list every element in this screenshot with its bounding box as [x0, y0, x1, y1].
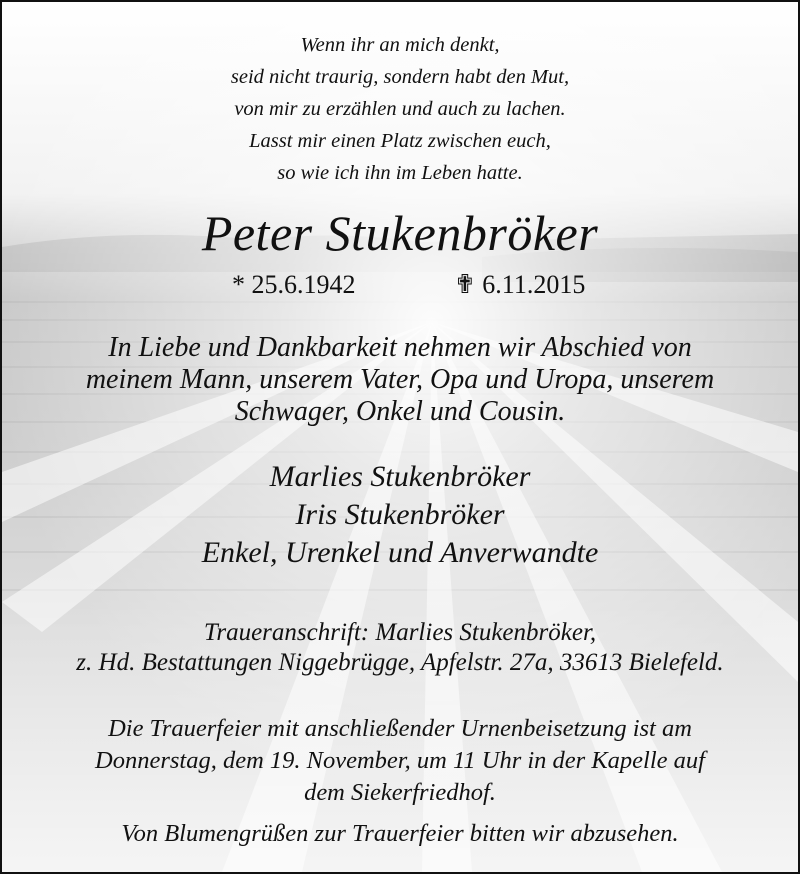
tribute-line: meinem Mann, unserem Vater, Opa und Uropa, unserem — [85, 364, 715, 395]
tribute-line: Schwager, Onkel und Cousin. — [234, 396, 566, 427]
poem-line: von mir zu erzählen und auch zu lachen. — [234, 98, 566, 120]
address-line: z. Hd. Bestattungen Niggebrügge, Apfelstr. 27a, 33613 Bielefeld. — [76, 649, 724, 676]
poem-line: seid nicht traurig, sondern habt den Mut, — [230, 66, 570, 88]
ceremony-line: Die Trauerfeier mit anschließender Urnenbeisetzung ist am — [108, 715, 692, 742]
flower-note: Von Blumengrüßen zur Trauerfeier bitten wir abzusehen. — [121, 820, 679, 847]
tribute-line: In Liebe und Dankbarkeit nehmen wir Abschied von — [108, 332, 692, 363]
poem-line: Lasst mir einen Platz zwischen euch, — [249, 130, 551, 152]
ceremony-line: Donnerstag, dem 19. November, um 11 Uhr in der Kapelle auf — [95, 747, 705, 774]
mourner-name: Marlies Stukenbröker — [269, 460, 531, 493]
ceremony-line: dem Siekerfriedhof. — [304, 779, 496, 806]
poem-line: so wie ich ihn im Leben hatte. — [277, 162, 523, 184]
address-line: Traueranschrift: Marlies Stukenbröker, — [203, 619, 597, 646]
death-date: ✟ 6.11.2015 — [454, 270, 586, 299]
mourner-name: Enkel, Urenkel und Anverwandte — [201, 536, 599, 569]
deceased-name: Peter Stukenbröker — [201, 205, 599, 261]
mourner-name: Iris Stukenbröker — [295, 498, 505, 531]
birth-date: * 25.6.1942 — [232, 270, 356, 299]
poem-line: Wenn ihr an mich denkt, — [300, 34, 500, 56]
